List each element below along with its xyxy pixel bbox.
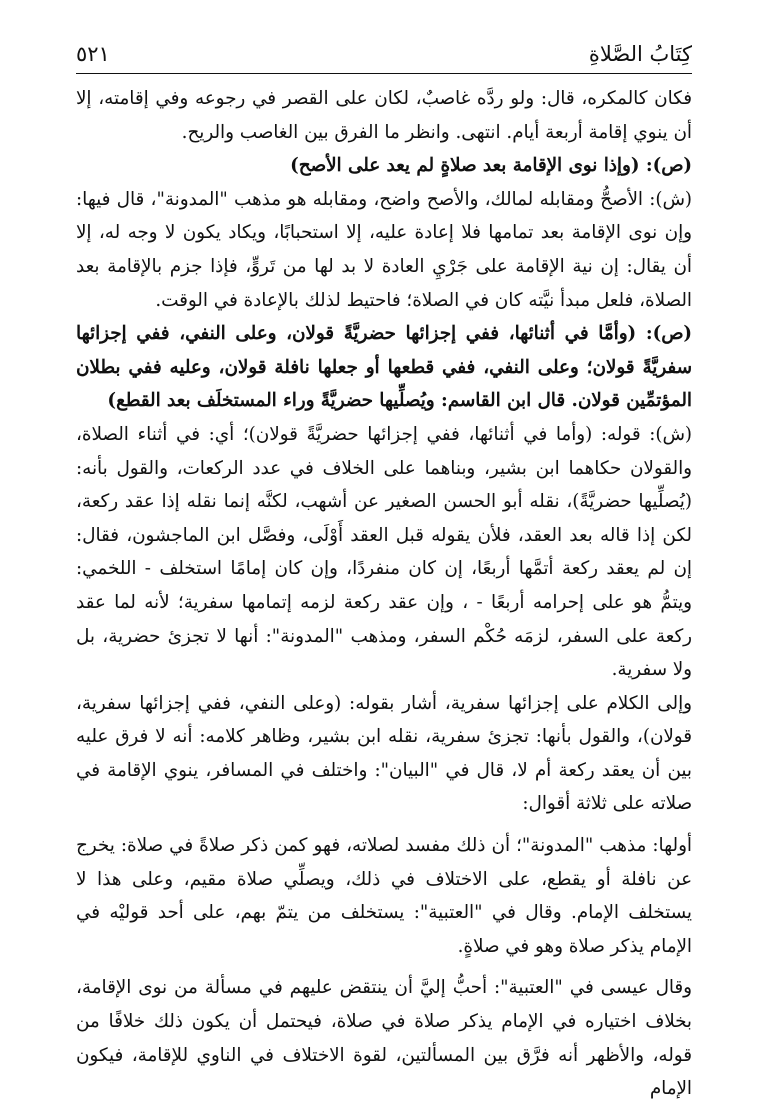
running-title: كِتَابُ الصَّلاةِ <box>588 42 692 66</box>
paragraph-5: أولها: مذهب "المدونة"؛ أن ذلك مفسد لصلاته، فهو كمن ذكر صلاةً في صلاة: يخرج عن نافلة أو يقطع، على الاختلاف في ذلك، ويصلِّي صلاة مقيم، وعلى هذا لا يستخلف الإمام. وقال في "العتبية": يستخلف من يتمّ بهم، على أحد قوليْه في الإمام يذكر صلاة وهو في صلاةٍ. <box>76 835 692 957</box>
paragraph-2: (ش): الأصحُّ ومقابله لمالك، والأصح واضح، ومقابله هو مذهب "المدونة"، قال فيها: وإن نوى الإقامة بعد تمامها فلا إعادة عليه، إلا استحبابًا، ويكاد يكون لا وجه له، إلا أن يقال: إن نية الإقامة على جَرْيِ العادة لا بد لها من تَروٍّ، فإذا جزم بالإقامة بعد الصلاة، فلعل مبدأ نيَّته كان في الصلاة؛ فاحتيط لذلك بالإعادة في الوقت. <box>76 188 692 311</box>
spacer <box>76 963 692 971</box>
header-rule <box>76 73 692 74</box>
spacer <box>76 821 692 829</box>
paragraph-3: (ش): قوله: (وأما في أثنائها، ففي إجزائها حضريَّةً قولان)؛ أي: في أثناء الصلاة، والقولان حكاهما ابن بشير، وبناهما على الخلاف في عدد الركعات، والقول بأنه: (يُصلِّيها حضريَّةً)، نقله أبو الحسن الصغير عن أشهب، لكنَّه إنما نقله إذا عقد ركعة، لكن إذا قاله بعد العقد، فلأن يقوله قبل العقد أَوْلَى، وفصَّل ابن الماجشون، فقال: إن لم يعقد ركعة أتمَّها أربعًا، إن كان منفردًا، وإن كان إمامًا استخلف - اللخمي: ويتمُّ هو على إحرامه أربعًا - ، وإن عقد ركعة لزمه إتمامها سفرية؛ لأنه لما عقد ركعة على السفر، لزمَه حُكْم السفر، ومذهب "المدونة": أنها لا تجزئ حضرية، بل ولا سفرية. <box>76 423 692 681</box>
matn-heading-1: (ص): (وإذا نوى الإقامة بعد صلاةٍ لم يعد على الأصح) <box>290 155 692 177</box>
page-number: ٥٢١ <box>76 42 110 66</box>
paragraph-6: وقال عيسى في "العتبية": أحبُّ إليَّ أن ينتقض عليهم في مسألة من نوى الإقامة، بخلاف اختياره في الإمام يذكر صلاة في صلاة، فيحتمل أن يكون ذلك خلافًا من قوله، والأظهر أنه فرَّق بين المسألتين، لقوة الاختلاف في الناوي للإقامة، فيكون الإمام <box>76 977 692 1100</box>
paragraph-1: فكان كالمكره، قال: ولو ردَّه غاصبٌ، لكان على القصر في رجوعه وفي إقامته، إلا أن ينوي إقامة أربعة أيام. انتهى. وانظر ما الفرق بين الغاصب والريح. <box>76 88 692 143</box>
paragraph-4: وإلى الكلام على إجزائها سفرية، أشار بقوله: (وعلى النفي، ففي إجزائها سفرية، قولان)، والقول بأنها: تجزئ سفرية، نقله ابن بشير، وظاهر كلامه: أنه لا فرق عليه بين أن يعقد ركعة أم لا، قال في "البيان": واختلف في المسافر، ينوي الإقامة في صلاته على ثلاثة أقوال: <box>76 692 692 815</box>
page-body <box>76 82 692 1106</box>
page-header <box>76 28 692 74</box>
matn-heading-2: (ص): (وأمَّا في أثنائها، ففي إجزائها حضريَّةً قولان، وعلى النفي، ففي إجزائها سفريَّةً قولان؛ وعلى النفي، ففي قطعها أو جعلها نافلة قولان، وعليه ففي بطلان المؤتمِّين قولان. قال ابن القاسم: ويُصلِّيها حضريَّةً وراء المستخلَف بعد القطع) <box>76 323 692 412</box>
